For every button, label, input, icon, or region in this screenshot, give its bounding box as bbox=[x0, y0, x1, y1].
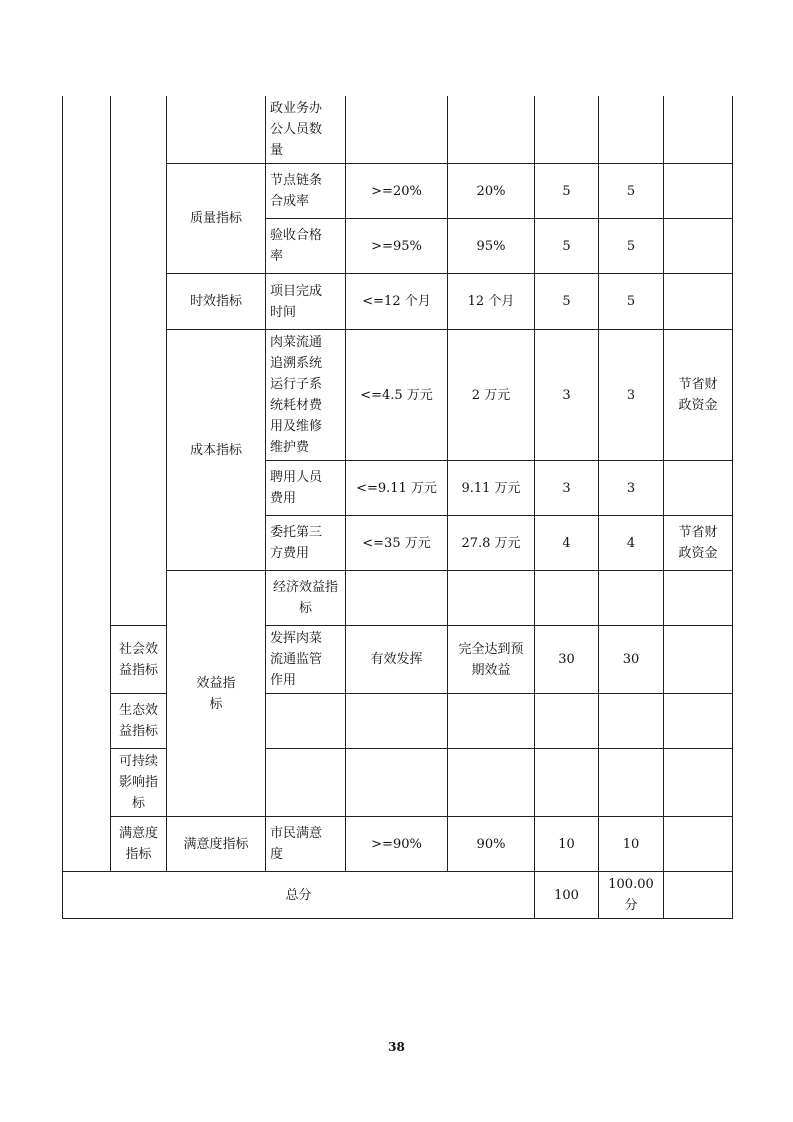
cell-total-got: 100.00 分 bbox=[599, 872, 664, 919]
cell-actual: 95% bbox=[448, 219, 535, 274]
cell-got bbox=[599, 694, 664, 749]
cell-got: 30 bbox=[599, 626, 664, 694]
cell-cost-label: 成本指标 bbox=[167, 330, 266, 571]
table-row-sustainable bbox=[63, 749, 733, 817]
cell-total-score: 100 bbox=[535, 872, 599, 919]
cell-score bbox=[535, 749, 599, 817]
performance-indicator-table bbox=[62, 96, 733, 919]
cell-score: 30 bbox=[535, 626, 599, 694]
cell-item bbox=[346, 571, 448, 626]
cell-actual bbox=[448, 96, 535, 164]
cell-target: 有效发挥 bbox=[346, 626, 448, 694]
cell-score: 10 bbox=[535, 817, 599, 872]
table-row-ecological bbox=[63, 694, 733, 749]
cell-got bbox=[599, 749, 664, 817]
cell-target bbox=[346, 694, 448, 749]
cell-score bbox=[535, 694, 599, 749]
cell-target: <=4.5 万元 bbox=[346, 330, 448, 461]
cell-got: 5 bbox=[599, 219, 664, 274]
cell-target bbox=[448, 571, 535, 626]
cell-item bbox=[266, 694, 346, 749]
cell-score: 5 bbox=[535, 219, 599, 274]
cell-target: >=20% bbox=[346, 164, 448, 219]
cell-item: 项目完成 时间 bbox=[266, 274, 346, 330]
table-row-admin-staff bbox=[63, 96, 733, 164]
cell-benefit-label: 效益指 标 bbox=[167, 571, 266, 817]
cell-economic-label: 经济效益指标 bbox=[266, 571, 346, 626]
cell-ecological-label: 生态效益指标 bbox=[111, 694, 167, 749]
cell-target: >=95% bbox=[346, 219, 448, 274]
cell-actual: 完全达到预 期效益 bbox=[448, 626, 535, 694]
cell-note bbox=[664, 219, 733, 274]
table-row-satisfaction bbox=[63, 817, 733, 872]
cell-item-admin-staff: 政业务办 公人员数 量 bbox=[266, 96, 346, 164]
cell-actual bbox=[535, 571, 599, 626]
cell-score: 3 bbox=[535, 461, 599, 516]
cell-target bbox=[346, 96, 448, 164]
cell-score: 3 bbox=[535, 330, 599, 461]
cell-level2-continued bbox=[111, 96, 167, 626]
cell-note bbox=[664, 461, 733, 516]
cell-satisfaction-label: 满意度 指标 bbox=[111, 817, 167, 872]
cell-social-label: 社会效益指标 bbox=[111, 626, 167, 694]
page-number: 38 bbox=[388, 1040, 405, 1054]
cell-got: 3 bbox=[599, 330, 664, 461]
cell-item: 发挥肉菜 流通监管 作用 bbox=[266, 626, 346, 694]
cell-actual bbox=[448, 694, 535, 749]
cell-actual: 90% bbox=[448, 817, 535, 872]
cell-total-note bbox=[664, 872, 733, 919]
cell-actual: 9.11 万元 bbox=[448, 461, 535, 516]
cell-got: 5 bbox=[599, 274, 664, 330]
cell-item: 肉菜流通 追溯系统 运行子系 统耗材费 用及维修 维护费 bbox=[266, 330, 346, 461]
cell-note bbox=[664, 96, 733, 164]
cell-score: 4 bbox=[535, 516, 599, 571]
cell-timeliness-label: 时效指标 bbox=[167, 274, 266, 330]
cell-level3-empty bbox=[167, 96, 266, 164]
cell-score bbox=[599, 571, 664, 626]
cell-level1-continued bbox=[63, 96, 111, 872]
cell-target: <=9.11 万元 bbox=[346, 461, 448, 516]
cell-target: >=90% bbox=[346, 817, 448, 872]
cell-note bbox=[664, 164, 733, 219]
cell-actual: 20% bbox=[448, 164, 535, 219]
cell-item bbox=[266, 749, 346, 817]
cell-actual: 12 个月 bbox=[448, 274, 535, 330]
cell-note bbox=[664, 817, 733, 872]
cell-got bbox=[664, 571, 733, 626]
cell-item: 聘用人员 费用 bbox=[266, 461, 346, 516]
cell-item: 委托第三 方费用 bbox=[266, 516, 346, 571]
cell-actual: 2 万元 bbox=[448, 330, 535, 461]
cell-got: 3 bbox=[599, 461, 664, 516]
table-row-social bbox=[63, 626, 733, 694]
cell-satisfaction-sub: 满意度指标 bbox=[167, 817, 266, 872]
cell-score: 5 bbox=[535, 164, 599, 219]
cell-actual: 27.8 万元 bbox=[448, 516, 535, 571]
cell-note: 节省财 政资金 bbox=[664, 330, 733, 461]
cell-got: 10 bbox=[599, 817, 664, 872]
cell-target: <=35 万元 bbox=[346, 516, 448, 571]
cell-note bbox=[664, 274, 733, 330]
cell-score: 5 bbox=[535, 274, 599, 330]
cell-actual bbox=[448, 749, 535, 817]
cell-sustainable-label: 可持续影响指 标 bbox=[111, 749, 167, 817]
cell-note: 节省财 政资金 bbox=[664, 516, 733, 571]
table-row-total bbox=[63, 872, 733, 919]
cell-note bbox=[664, 694, 733, 749]
cell-note bbox=[664, 626, 733, 694]
cell-got: 4 bbox=[599, 516, 664, 571]
cell-total-label: 总分 bbox=[63, 872, 535, 919]
cell-target bbox=[346, 749, 448, 817]
cell-got: 5 bbox=[599, 164, 664, 219]
cell-item: 节点链条 合成率 bbox=[266, 164, 346, 219]
cell-item: 市民满意 度 bbox=[266, 817, 346, 872]
cell-note bbox=[664, 749, 733, 817]
cell-score bbox=[535, 96, 599, 164]
cell-got bbox=[599, 96, 664, 164]
cell-item: 验收合格 率 bbox=[266, 219, 346, 274]
cell-quality-label: 质量指标 bbox=[167, 164, 266, 274]
cell-target: <=12 个月 bbox=[346, 274, 448, 330]
